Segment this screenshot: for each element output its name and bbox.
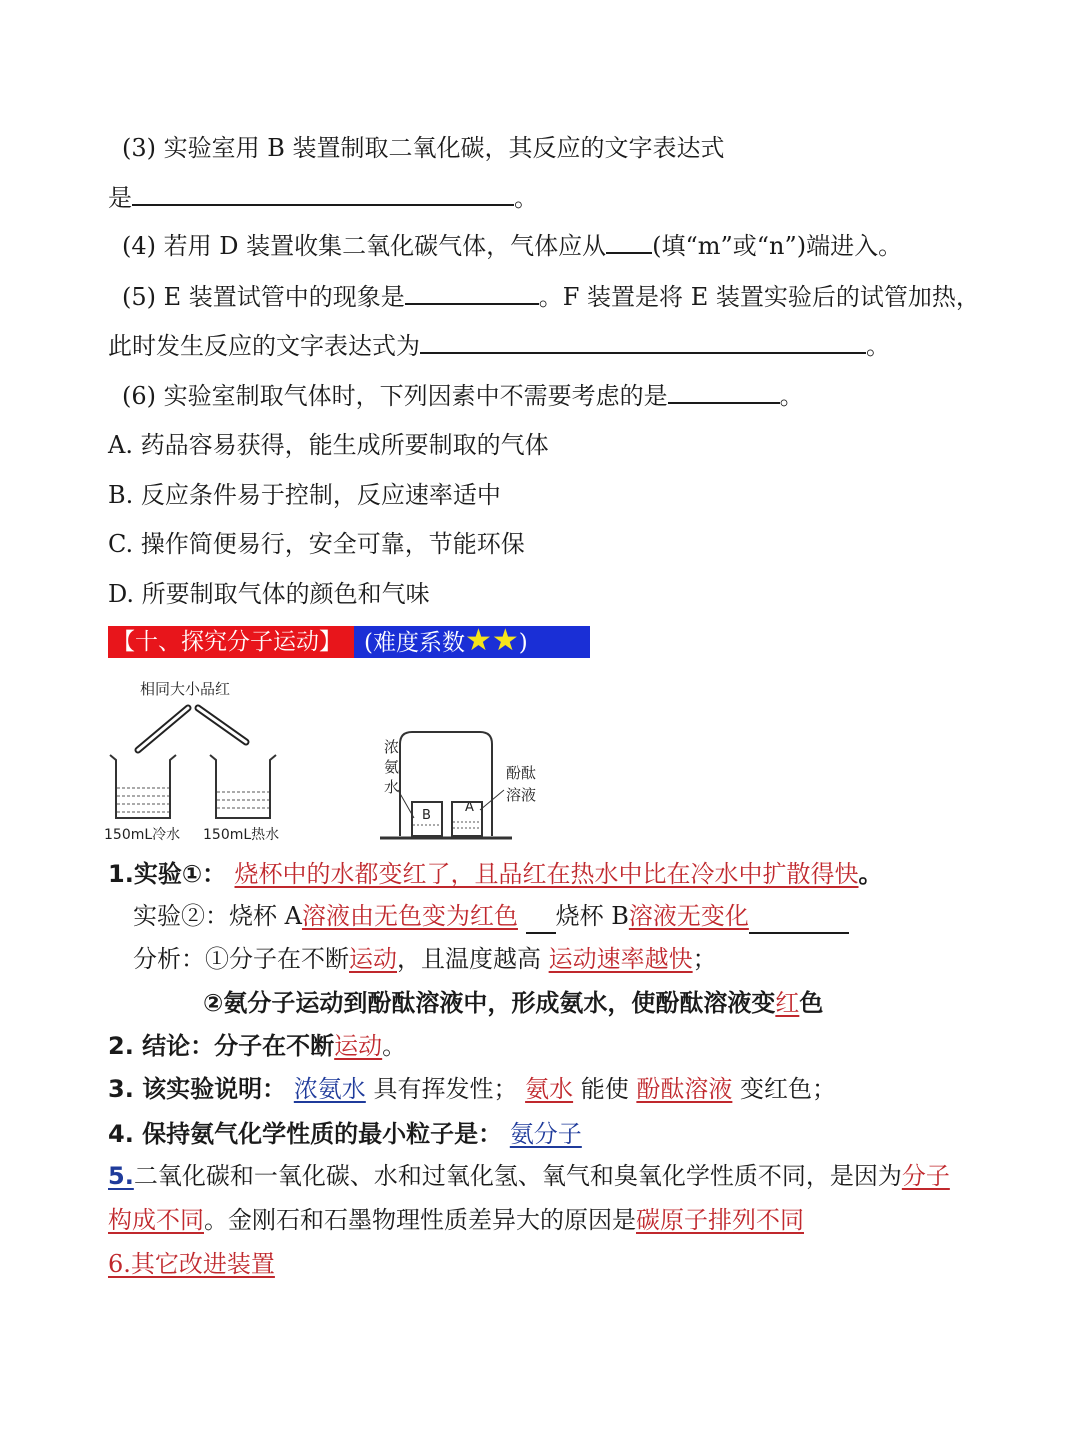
a4-answer: 氨分子 bbox=[509, 1120, 582, 1148]
analysis-answer-2: 运动速率越快 bbox=[548, 945, 693, 973]
q3-prefix: 是 bbox=[108, 184, 132, 212]
a3-mid1: 具有挥发性； bbox=[373, 1075, 518, 1103]
phenol-label-2: 溶液 bbox=[506, 786, 537, 804]
a2-label: 2. 结论：分子在不断 bbox=[108, 1032, 335, 1060]
q5-blank1[interactable] bbox=[405, 281, 539, 305]
banner-difficulty bbox=[354, 623, 590, 658]
a3-label: 3. 该实验说明： bbox=[108, 1075, 287, 1103]
a1-answer: 烧杯中的水都变红了，且品红在热水中比在冷水中扩散得快 bbox=[234, 860, 859, 888]
ammonia-label-1: 浓 bbox=[384, 738, 400, 756]
a1b-answer-a: 溶液由无色变为红色 bbox=[301, 902, 518, 930]
q3-blank[interactable] bbox=[132, 182, 514, 206]
a3-answer-3: 酚酞溶液 bbox=[636, 1075, 733, 1103]
analysis2-text: ②氨分子运动到酚酞溶液中，形成氨水，使酚酞溶液变 bbox=[203, 989, 776, 1017]
hot-beaker-icon bbox=[210, 755, 276, 818]
q5-blank2[interactable] bbox=[420, 330, 866, 354]
question-6 bbox=[122, 380, 804, 412]
option-d: D. 所要制取气体的颜色和气味 bbox=[108, 580, 430, 608]
analysis-label: 分析：①分子在不断 bbox=[133, 945, 349, 973]
dropper-icon bbox=[138, 708, 246, 750]
a5-num: 5. bbox=[108, 1162, 134, 1190]
question-3-line2 bbox=[108, 182, 538, 214]
bell-jar-icon bbox=[380, 732, 512, 838]
a1-suffix: 。 bbox=[858, 860, 883, 888]
answer-6 bbox=[108, 1248, 275, 1280]
ammonia-label-3: 水 bbox=[384, 778, 400, 796]
option-c: C. 操作简便易行，安全可靠，节能环保 bbox=[108, 530, 525, 558]
a3-suffix: 变红色； bbox=[740, 1075, 837, 1103]
question-5 bbox=[122, 281, 980, 313]
q5-text1: (5) E 装置试管中的现象是 bbox=[122, 283, 405, 311]
section-banner bbox=[108, 623, 590, 658]
analysis-suffix: ； bbox=[692, 945, 717, 973]
a5-text2: 。金刚石和石墨物理性质差异大的原因是 bbox=[204, 1206, 636, 1234]
a1b-tail bbox=[749, 900, 849, 934]
q4-text2: (填“m”或“n”)端进入。 bbox=[652, 232, 903, 260]
beaker-a-label: A bbox=[465, 800, 474, 815]
q3-text: (3) 实验室用 B 装置制取二氧化碳，其反应的文字表达式 bbox=[122, 134, 725, 162]
answer-5 bbox=[108, 1160, 950, 1192]
a1-label: 1.实验①： bbox=[108, 860, 227, 888]
experiment-diagram bbox=[100, 700, 560, 845]
answer-2 bbox=[108, 1030, 406, 1062]
q5-suffix: 。 bbox=[866, 332, 890, 360]
option-b: B. 反应条件易于控制，反应速率适中 bbox=[108, 481, 501, 509]
question-4 bbox=[122, 230, 902, 262]
analysis2-answer: 红 bbox=[775, 989, 800, 1017]
a5-text: 二氧化碳和一氧化碳、水和过氧化氢、氧气和臭氧化学性质不同，是因为 bbox=[133, 1162, 902, 1190]
a5-answer-1a: 分子 bbox=[901, 1162, 950, 1190]
difficulty-close: ) bbox=[518, 630, 528, 656]
q4-blank[interactable] bbox=[606, 230, 652, 254]
analysis-answer-1: 运动 bbox=[349, 945, 397, 973]
a6-text: 6.其它改进装置 bbox=[108, 1250, 275, 1278]
ammonia-label-2: 氨 bbox=[384, 758, 400, 776]
a1b-gap bbox=[526, 900, 556, 934]
answer-1 bbox=[108, 858, 883, 890]
beaker-b-label: B bbox=[422, 808, 431, 823]
question-5-line2 bbox=[108, 330, 890, 362]
q3-suffix: 。 bbox=[514, 184, 538, 212]
analysis-mid: ，且温度越高 bbox=[397, 945, 541, 973]
a3-answer-1: 浓氨水 bbox=[293, 1075, 366, 1103]
answer-5-line2 bbox=[108, 1204, 804, 1236]
analysis-2 bbox=[203, 987, 823, 1019]
q6-blank[interactable] bbox=[668, 380, 780, 404]
a4-label: 4. 保持氨气化学性质的最小粒子是： bbox=[108, 1120, 503, 1148]
a3-mid2: 能使 bbox=[580, 1075, 629, 1103]
answer-1b bbox=[133, 900, 849, 934]
cold-water-label: 150mL冷水 bbox=[104, 827, 181, 843]
analysis-1 bbox=[133, 943, 717, 975]
q5-line2: 此时发生反应的文字表达式为 bbox=[108, 332, 420, 360]
question-3 bbox=[122, 132, 725, 164]
q6-suffix: 。 bbox=[779, 382, 804, 410]
answer-4 bbox=[108, 1118, 582, 1150]
banner-title: 【十、探究分子运动】 bbox=[108, 626, 354, 658]
a1b-label: 实验②：烧杯 A bbox=[133, 902, 302, 930]
pin-label: 相同大小品红 bbox=[140, 680, 231, 698]
a5-answer-2: 碳原子排列不同 bbox=[636, 1206, 804, 1234]
q6-text: (6) 实验室制取气体时，下列因素中不需要考虑的是 bbox=[122, 382, 668, 410]
star-icon: ★★ bbox=[464, 623, 519, 658]
q4-text1: (4) 若用 D 装置收集二氧化碳气体，气体应从 bbox=[122, 232, 607, 260]
option-a: A. 药品容易获得，能生成所要制取的气体 bbox=[108, 431, 549, 459]
difficulty-label: (难度系数 bbox=[364, 630, 465, 656]
cold-beaker-icon bbox=[110, 755, 176, 818]
a5-answer-1b: 构成不同 bbox=[108, 1206, 204, 1234]
hot-water-label: 150mL热水 bbox=[203, 827, 280, 843]
analysis2-suffix: 色 bbox=[799, 989, 824, 1017]
a2-suffix: 。 bbox=[382, 1032, 407, 1060]
q5-text2: 。F 装置是将 E 装置实验后的试管加热， bbox=[538, 283, 980, 311]
answer-3 bbox=[108, 1073, 836, 1105]
a1b-mid: 烧杯 B bbox=[555, 902, 629, 930]
a1b-answer-b: 溶液无变化 bbox=[628, 902, 749, 930]
a2-answer: 运动 bbox=[334, 1032, 383, 1060]
phenol-label-1: 酚酞 bbox=[506, 764, 537, 782]
a3-answer-2: 氨水 bbox=[525, 1075, 574, 1103]
